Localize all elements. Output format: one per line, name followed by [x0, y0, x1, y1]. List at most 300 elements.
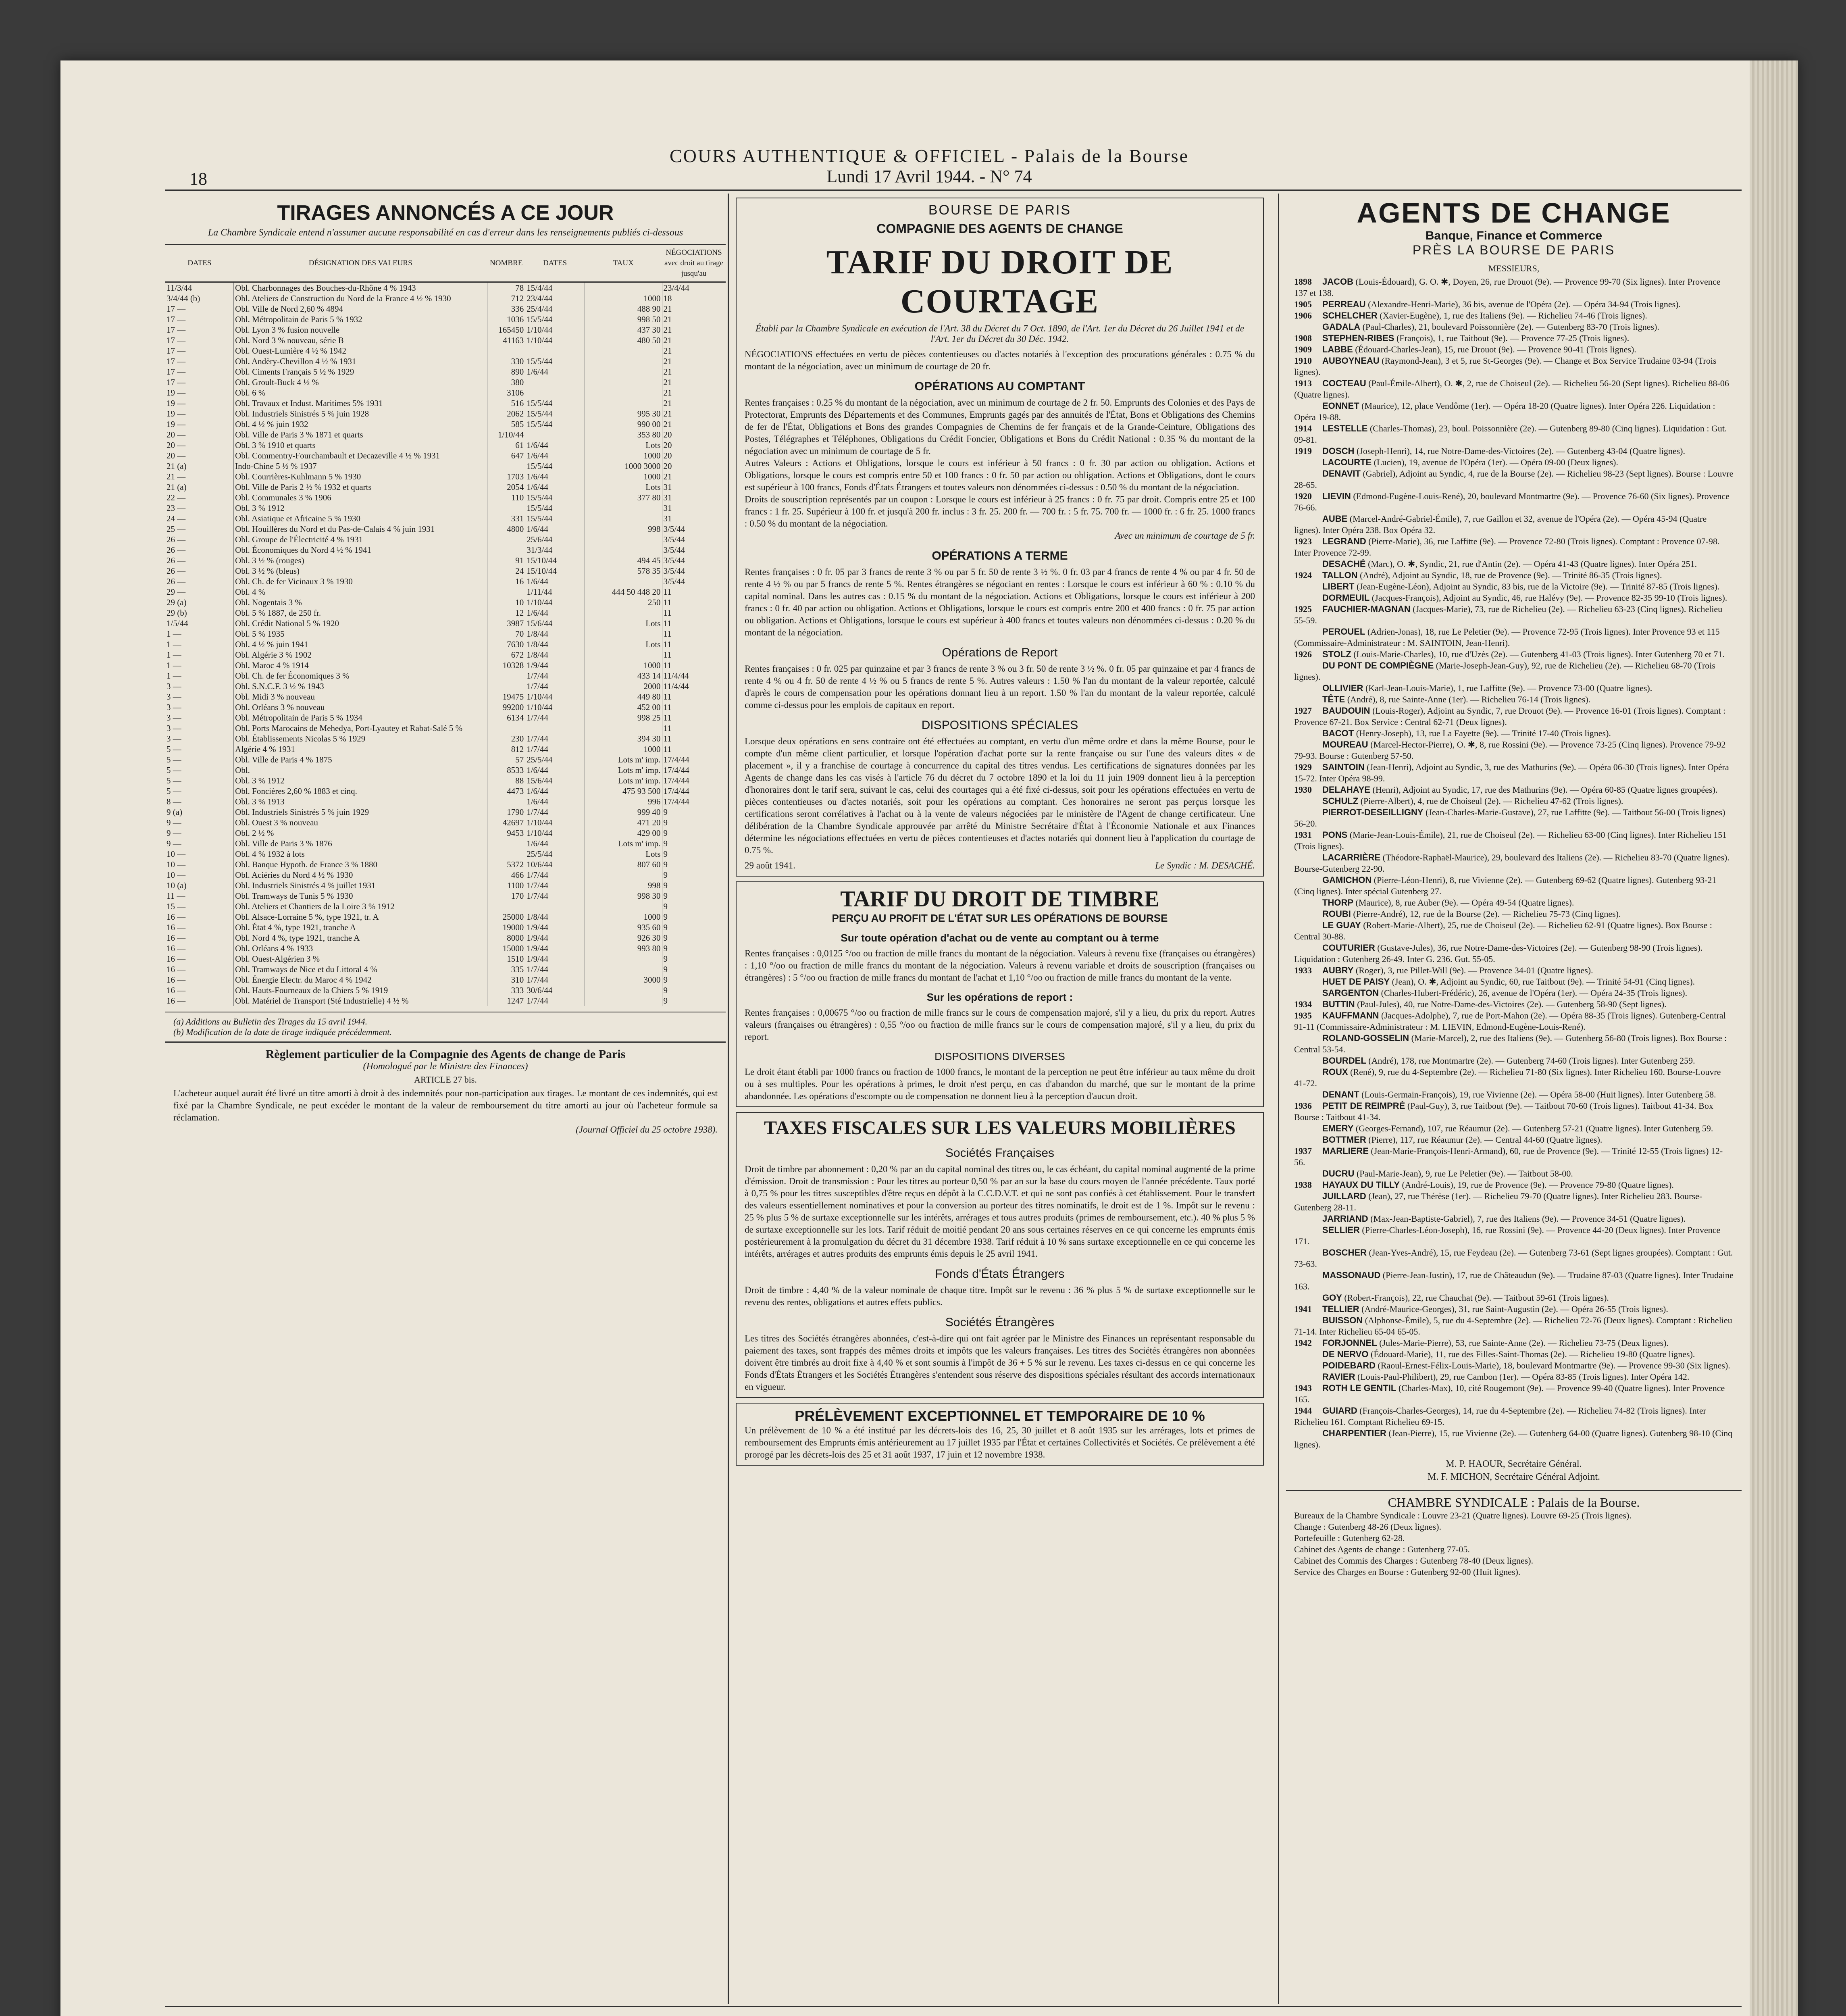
table-cell: Obl.	[234, 765, 487, 775]
diverses-text: Le droit étant établi par 1000 francs ou fraction de 1000 francs, le montant de la perception ne peut être inférieur au taux même du droit ou à ses multiples. Pour les opérations à primes, le droit n'est perçu, en cas d'abandon du marché, que sur le montant de la prime abandonnée. Les opérations d'escompte ou de compensation ne donnent lieu à la perception d'aucun droit.	[745, 1067, 1255, 1101]
compagnie-label: COMPAGNIE DES AGENTS DE CHANGE	[876, 221, 1123, 236]
agent-details: (Xavier-Eugène), 1, rue des Italiens (9e). — Richelieu 74-46 (Trois lignes).	[1380, 310, 1647, 321]
table-cell: Obl. 5 % 1935	[234, 629, 487, 639]
table-cell: 1000	[585, 450, 662, 461]
table-row	[165, 660, 726, 671]
agent-entry	[1294, 1100, 1734, 1123]
table-cell: 996	[585, 796, 662, 807]
table-cell: 29 (b)	[166, 608, 187, 618]
agent-details: (André), 8, rue Sainte-Anne (1er). — Richelieu 76-14 (Trois lignes).	[1347, 694, 1591, 704]
table-cell: 61	[487, 440, 525, 450]
agent-name: BUTTIN	[1322, 999, 1355, 1009]
note-a: (a) Additions au Bulletin des Tirages du 15 avril 1944.	[173, 1016, 368, 1027]
table-cell: 21	[662, 367, 726, 377]
agent-year: 1908	[1294, 333, 1312, 343]
agent-name: LACOURTE	[1322, 457, 1372, 467]
table-row	[165, 996, 726, 1006]
chambre-line: Bureaux de la Chambre Syndicale : Louvre 23-21 (Quatre lignes). Louvre 69-25 (Trois lignes).	[1294, 1510, 1632, 1520]
table-cell: 999 40	[585, 807, 662, 817]
table-cell: Obl. Tramways de Tunis 5 % 1930	[234, 891, 487, 901]
table-cell: Lots	[585, 618, 662, 629]
table-row	[165, 828, 726, 838]
table-cell: 1/6/44	[525, 838, 585, 849]
table-cell: 23 —	[166, 503, 186, 513]
agent-name: LIEVIN	[1322, 491, 1351, 501]
table-cell: 17/4/44	[662, 754, 726, 765]
table-cell	[585, 996, 662, 1006]
agent-name: LEGRAND	[1322, 536, 1366, 546]
agent-entry	[1294, 1055, 1734, 1066]
agent-name: GUIARD	[1322, 1406, 1357, 1416]
agent-entry	[1294, 581, 1734, 592]
table-row	[165, 933, 726, 943]
agent-details: (Louis-Germain-François), 19, rue Vivienne (2e). — Opéra 58-00 (Huit lignes). Inter Gutenberg 58.	[1361, 1089, 1716, 1100]
table-cell: 21	[662, 346, 726, 356]
table-cell: 20 —	[166, 451, 186, 460]
agent-year: 1944	[1294, 1406, 1312, 1416]
table-cell: Obl. Ateliers de Construction du Nord de la France 4 ½ % 1930	[234, 293, 487, 304]
agent-entry	[1294, 446, 1734, 457]
agent-name: MOUREAU	[1322, 739, 1368, 750]
courtage-signature	[745, 860, 1255, 872]
agent-entry	[1294, 1033, 1734, 1055]
chambre-lines	[1286, 1510, 1742, 1578]
table-cell: 29 —	[166, 587, 186, 597]
agent-entry	[1294, 660, 1734, 683]
agent-entry	[1294, 344, 1734, 355]
table-cell: 31	[662, 492, 726, 503]
agent-name: ROUBI	[1322, 909, 1351, 919]
agent-details: (François-Charles-Georges), 14, rue du 4-Septembre (2e). — Richelieu 74-82 (Trois lignes). Inter Richelieu 161. Comptant Richelieu 69-15.	[1294, 1406, 1706, 1427]
table-cell: Obl. Ville de Paris 3 % 1871 et quarts	[234, 429, 487, 440]
agent-details: (Pierre-Marie), 36, rue Laffitte (9e). — Provence 72-80 (Trois lignes). Comptant : Provence 07-98. Inter Provence 72-99.	[1294, 536, 1720, 558]
table-cell: 1/10/44	[525, 597, 585, 608]
table-cell: 516	[487, 398, 525, 408]
table-cell: 1703	[487, 471, 525, 482]
table-cell: 10 —	[166, 860, 186, 869]
courtage-box	[736, 198, 1264, 877]
table-cell: 1/6/44	[525, 796, 585, 807]
table-cell: 26 —	[166, 556, 186, 565]
table-cell: 20	[662, 461, 726, 471]
table-cell: Obl. 3 ½ % (bleus)	[234, 566, 487, 576]
table-cell: 8533	[487, 765, 525, 775]
table-cell	[487, 534, 525, 545]
agents-messieurs: MESSIEURS,	[1488, 263, 1540, 273]
table-cell: 1/6/44	[525, 608, 585, 618]
table-cell	[585, 954, 662, 964]
agent-entry	[1294, 513, 1734, 536]
table-row	[165, 608, 726, 618]
agent-year: 1938	[1294, 1180, 1312, 1190]
agent-name: STEPHEN-RIBES	[1322, 333, 1394, 343]
agent-details: (Paul-Marie-Jean), 9, rue Le Peletier (9e). — Taitbout 58-00.	[1356, 1168, 1573, 1179]
table-cell: 935 60	[585, 922, 662, 933]
agent-entry	[1294, 1383, 1734, 1405]
table-row	[165, 975, 726, 985]
agent-name: DE NERVO	[1322, 1349, 1369, 1359]
agent-year: 1930	[1294, 785, 1312, 795]
agent-details: (Alexandre-Henri-Marie), 36 bis, avenue de l'Opéra (2e). — Opéra 34-94 (Trois lignes).	[1368, 299, 1681, 309]
table-cell: 21	[662, 377, 726, 387]
comptant-autres: Autres Valeurs : Actions et Obligations, lorsque le cours est inférieur à 50 francs : 0 fr. 30 par action ou obligation. Actions et Obligations, lorsque le cours est compris entre 50 et 100 francs : 0 fr. 50 par action ou obligation. Actions et Obligations, dont le cours est supérieur à 100 francs, Fonds d'États Étrangers et toutes valeurs non dénommées ci-dessus : 0.50 % du montant de la négociation.	[745, 458, 1255, 492]
agent-name: LIBERT	[1322, 581, 1355, 591]
agent-details: (Raymond-Jean), 3 et 5, rue St-Georges (9e). — Change et Box Service Trudaine 03-94 (Trois lignes).	[1294, 356, 1717, 377]
table-cell: 9 (a)	[166, 807, 183, 817]
table-cell: 26 —	[166, 577, 186, 586]
table-cell: Obl. Courrières-Kuhlmann 5 % 1930	[234, 471, 487, 482]
reglement-ref: (Journal Officiel du 25 octobre 1938).	[576, 1125, 718, 1135]
table-cell: Obl. Ville de Paris 2 ½ % 1932 et quarts	[234, 482, 487, 492]
table-cell: 578 35	[585, 566, 662, 576]
table-row	[165, 985, 726, 996]
prelevement-text: Un prélèvement de 10 % a été institué par les décrets-lois des 16, 25, 30 juillet et 8 août 1935 sur les arrérages, lots et primes de remboursement des Emprunts émis antérieurement au 17 juillet 1935 par l'État et certaines Collectivités et Sociétés. Ce prélèvement a été prorogé par les décrets-lois des 25 et 31 août 1937, 17 juin et 12 novembre 1938.	[745, 1425, 1255, 1460]
courtage-title: TARIF DU DROIT DE COURTAGE	[826, 244, 1174, 320]
agent-entry	[1294, 1371, 1734, 1383]
agent-year: 1934	[1294, 999, 1312, 1009]
agent-entry	[1294, 999, 1734, 1010]
table-cell: Obl. Ville de Paris 4 % 1875	[234, 754, 487, 765]
courtage-decret: Établi par la Chambre Syndicale en exécution de l'Art. 38 du Décret du 7 Oct. 1890, de l'Art. 1er du Décret du 26 Juillet 1941 et de l'Art. 1er du Décret du 30 Déc. 1942.	[755, 323, 1244, 344]
table-cell: Obl. 4 % 1932 à lots	[234, 849, 487, 859]
table-cell: Obl. 3 % 1912	[234, 503, 487, 513]
table-cell: Obl. Foncières 2,60 % 1883 et cinq.	[234, 786, 487, 796]
table-cell: 25 —	[166, 524, 186, 534]
table-cell: 1 —	[166, 629, 181, 639]
agent-entry	[1294, 423, 1734, 446]
table-cell: 890	[487, 367, 525, 377]
table-cell: 21	[662, 398, 726, 408]
agent-name: DU PONT DE COMPIÈGNE	[1322, 660, 1434, 671]
table-cell: 9	[662, 985, 726, 996]
table-cell: 812	[487, 744, 525, 754]
table-cell: 11	[662, 712, 726, 723]
table-cell: 9	[662, 807, 726, 817]
table-cell: 11	[662, 723, 726, 733]
table-cell: 1/7/44	[525, 996, 585, 1006]
agent-name: DENANT	[1322, 1089, 1359, 1100]
comptant-rentes: Rentes françaises : 0.25 % du montant de la négociation, avec un minimum de courtage de 2 fr. 50. Emprunts des Colonies et des Pays de Protectorat, Emprunts des Départements et des Communes, Emprunts gagés par des annuités de l'État, Bons et Obligations des Chemins de fer de l'État, Obligations et Bons des grandes Compagnies de Chemins de fer français et de la Grande-Ceinture, Obligations des Postes, Télégraphes et Téléphones, Obligations du Crédit Foncier, Obligations et Bons du Crédit National : 0.35 % du montant de la négociation avec un minimum de courtage de 5 fr.	[745, 398, 1255, 456]
table-cell: Algérie 4 % 1931	[234, 744, 487, 754]
agent-entry	[1294, 908, 1734, 920]
agent-details: (Pierre-André), 12, rue de la Bourse (2e). — Richelieu 75-73 (Cinq lignes).	[1353, 909, 1621, 919]
agent-year: 1936	[1294, 1101, 1312, 1111]
table-cell: 9	[662, 817, 726, 828]
agent-name: SCHELCHER	[1322, 310, 1378, 321]
agent-name: SCHULZ	[1322, 796, 1359, 806]
sec-dispositions: DISPOSITIONS SPÉCIALES	[921, 719, 1078, 732]
table-cell	[487, 901, 525, 912]
table-cell: Obl. Alsace-Lorraine 5 %, type 1921, tr. A	[234, 912, 487, 922]
th-remb-dates: DATES	[525, 245, 585, 282]
agent-entry	[1294, 1360, 1734, 1371]
agent-entry	[1294, 694, 1734, 705]
agent-details: (André-Maurice-Georges), 31, rue Saint-Augustin (2e). — Opéra 26-55 (Trois lignes).	[1361, 1304, 1668, 1314]
table-cell: Obl. Ch. de fer Économiques 3 %	[234, 671, 487, 681]
table-cell: 15/5/44	[525, 356, 585, 367]
table-cell: 11/4/44	[662, 671, 726, 681]
table-cell: 15/5/44	[525, 503, 585, 513]
table-cell: 9 —	[166, 818, 181, 827]
table-cell	[585, 576, 662, 587]
table-cell: Obl. Communales 3 % 1906	[234, 492, 487, 503]
table-cell: 11	[662, 691, 726, 702]
table-cell: 21	[662, 408, 726, 419]
table-cell: 15/4/44	[525, 282, 585, 294]
agent-name: LACARRIÈRE	[1322, 852, 1381, 862]
table-cell: 11 —	[166, 891, 185, 901]
table-cell: 3/5/44	[662, 524, 726, 534]
table-cell: 16 —	[166, 912, 186, 922]
agent-details: (Georges-Fernand), 107, rue Réaumur (2e). — Gutenberg 57-21 (Quatre lignes). Inter Gutenberg 59.	[1355, 1123, 1713, 1133]
table-cell: 5 —	[166, 744, 181, 754]
agent-name: MASSONAUD	[1322, 1270, 1381, 1280]
table-cell: 1/10/44	[487, 429, 525, 440]
table-cell: 1/10/44	[525, 817, 585, 828]
sec-terme: OPÉRATIONS A TERME	[932, 549, 1068, 562]
table-row	[165, 461, 726, 471]
agent-details: (Robert-François), 22, rue Chauchat (9e). — Taitbout 59-61 (Trois lignes).	[1344, 1293, 1609, 1303]
table-cell: 26 —	[166, 545, 186, 555]
agent-year: 1906	[1294, 310, 1312, 321]
table-row	[165, 786, 726, 796]
table-cell: 1000	[585, 660, 662, 671]
table-cell: 10328	[487, 660, 525, 671]
reglement-subtitle: (Homologué par le Ministre des Finances)	[363, 1061, 528, 1072]
agent-name: HUET DE PAISY	[1322, 977, 1390, 987]
table-cell: 1/9/44	[525, 933, 585, 943]
table-row	[165, 838, 726, 849]
table-cell: Obl. Lyon 3 % fusion nouvelle	[234, 325, 487, 335]
agent-details: (Marie-Marcel), 2, rue des Italiens (9e). — Gutenberg 56-80 (Trois lignes). Box Bourse : Central 53-54.	[1294, 1033, 1727, 1054]
agent-name: COCTEAU	[1322, 378, 1366, 388]
agent-name: BACOT	[1322, 728, 1354, 738]
table-row	[165, 859, 726, 870]
table-cell: 91	[487, 555, 525, 566]
table-cell: 30/6/44	[525, 985, 585, 996]
table-cell: Obl. État 4 %, type 1921, tranche A	[234, 922, 487, 933]
table-cell: 24 —	[166, 514, 186, 523]
table-cell: 1100	[487, 880, 525, 891]
table-cell: 353 80	[585, 429, 662, 440]
table-cell: Obl. Ouest-Lumière 4 ½ % 1942	[234, 346, 487, 356]
agent-entry	[1294, 1428, 1734, 1450]
table-cell: 16 —	[166, 964, 186, 974]
table-cell	[487, 587, 525, 597]
table-cell: 466	[487, 870, 525, 880]
column-tirages	[165, 194, 726, 2004]
table-cell: 1000	[585, 744, 662, 754]
table-row	[165, 534, 726, 545]
agent-details: (Adrien-Jonas), 18, rue Le Peletier (9e). — Provence 72-95 (Trois lignes). Inter Provence 93 et 115 (Commissaire-Administrateur : M. SAINTOIN, Jean-Henri).	[1294, 627, 1720, 648]
table-cell: Obl. Charbonnages des Bouches-du-Rhône 4 % 1943	[234, 282, 487, 294]
table-cell: 1036	[487, 314, 525, 325]
table-cell: 9	[662, 943, 726, 954]
agent-name: BAUDOUIN	[1322, 706, 1370, 716]
table-cell: 19475	[487, 691, 525, 702]
agent-name: AUBE	[1322, 514, 1348, 524]
agent-entry	[1294, 1191, 1734, 1213]
agent-year: 1933	[1294, 965, 1312, 975]
table-cell	[585, 398, 662, 408]
table-row	[165, 650, 726, 660]
agent-name: LESTELLE	[1322, 423, 1368, 433]
agent-details: (André), Adjoint au Syndic, 18, rue de Provence (9e). — Trinité 86-35 (Trois lignes).	[1360, 570, 1662, 580]
societes-francaises-text: Droit de timbre par abonnement : 0,20 % par an du capital nominal des titres ou, le cas échéant, du capital nominal augmenté de la prime d'émission. Droit de transmission : Pour les titres au porteur 0,50 % par an sur la base du cours moyen de l'année précédente. Taux porté à 0,75 % pour les titres susceptibles d'être reçus en dépôt à la C.C.D.V.T. et qui ne sont pas confiés à cet établissement. Pour le transfert des valeurs essentiellement nominatives et pour la conversion au porteur des titres nominatifs, le droit est de 1 %. Impôt sur le revenu : 25 % plus 5 % de surtaxe exceptionnelle sur les intérêts, arrérages et tous autres produits (primes de remboursement, etc.). 40 % plus 5 % de surtaxe exceptionnelle sur les lots. Tarif réduit de moitié pendant 20 ans sous certaines réserves en ce qui concerne les emprunts émis postérieurement à la promulgation du décret du 31 décembre 1938. Tarif réduit à 10 % sans surtaxe exceptionnelle en ce qui concerne les intérêts, arrérages et autres produits des emprunts émis depuis le 25 avril 1941.	[745, 1164, 1255, 1259]
table-cell: 647	[487, 450, 525, 461]
table-cell: 11	[662, 618, 726, 629]
table-cell	[585, 901, 662, 912]
table-cell: 9	[662, 870, 726, 880]
agent-details: (Théodore-Raphaël-Maurice), 29, boulevard des Italiens (2e). — Richelieu 83-70 (Quatre lignes). Bourse-Gutenberg 22-90.	[1294, 852, 1729, 874]
table-cell: Obl. Asiatique et Africaine 5 % 1930	[234, 513, 487, 524]
table-cell: 10/6/44	[525, 859, 585, 870]
table-cell	[525, 346, 585, 356]
table-cell: 336	[487, 304, 525, 314]
table-cell: 3/5/44	[662, 534, 726, 545]
table-cell: 1/6/44	[525, 367, 585, 377]
agent-year: 1920	[1294, 491, 1312, 501]
table-cell: Obl. Nord 3 % nouveau, série B	[234, 335, 487, 346]
table-cell: 9	[662, 880, 726, 891]
agent-details: (Paul-Jules), 40, rue Notre-Dame-des-Victoires (2e). — Gutenberg 58-90 (Sept lignes).	[1357, 999, 1667, 1009]
table-cell: 26 —	[166, 535, 186, 544]
table-cell: 1/7/44	[525, 681, 585, 691]
page-stack-edge	[1750, 60, 1798, 2016]
table-row	[165, 576, 726, 587]
prelevement-box	[736, 1403, 1264, 1466]
table-cell	[585, 356, 662, 367]
agent-name: COUTURIER	[1322, 943, 1375, 953]
agent-entry	[1294, 1292, 1734, 1304]
table-cell: 23/4/44	[662, 282, 726, 294]
table-cell: 78	[487, 282, 525, 294]
agents-sub1: Banque, Finance et Commerce	[1425, 229, 1603, 242]
agent-details: (René), 9, rue du 4-Septembre (2e). — Richelieu 71-80 (Six lignes). Inter Richelieu 160. Bourse-Louvre 41-72.	[1294, 1067, 1721, 1088]
table-cell: 1/7/44	[525, 975, 585, 985]
table-row	[165, 744, 726, 754]
table-cell: 3 —	[166, 692, 181, 702]
agent-details: (Jean-Henri), Adjoint au Syndic, 3, rue des Mathurins (9e). — Opéra 06-30 (Trois lignes). Inter Opéra 15-72. Inter Opéra 98-99.	[1294, 762, 1729, 783]
agent-entry	[1294, 649, 1734, 660]
chambre-title: CHAMBRE SYNDICALE : Palais de la Bourse.	[1388, 1495, 1640, 1510]
table-row	[165, 513, 726, 524]
table-cell: 31/3/44	[525, 545, 585, 555]
table-cell: 165450	[487, 325, 525, 335]
table-cell: 1/5/44	[166, 619, 188, 628]
table-row	[165, 293, 726, 304]
table-cell: 330	[487, 356, 525, 367]
table-cell: 17/4/44	[662, 775, 726, 786]
table-cell: 1/6/44	[525, 471, 585, 482]
table-cell: 11	[662, 733, 726, 744]
agent-entry	[1294, 310, 1734, 321]
table-cell: 926 30	[585, 933, 662, 943]
table-cell: 20	[662, 450, 726, 461]
agent-entry	[1294, 1066, 1734, 1089]
table-cell: 41163	[487, 335, 525, 346]
agent-entry	[1294, 558, 1734, 570]
table-cell: 380	[487, 377, 525, 387]
table-cell: 452 00	[585, 702, 662, 712]
table-cell: 15/6/44	[525, 775, 585, 786]
table-cell: Obl. Aciéries du Nord 4 ½ % 1930	[234, 870, 487, 880]
table-cell: 16 —	[166, 954, 186, 964]
agent-details: (Karl-Jean-Louis-Marie), 1, rue Laffitte (9e). — Provence 73-00 (Quatre lignes).	[1365, 683, 1652, 693]
table-cell	[585, 282, 662, 294]
agent-details: (Marcel-Hector-Pierre), O. ✱, 8, rue Rossini (9e). — Provence 73-25 (Cinq lignes). Provence 79-92 79-93. Bourse : Gutenberg 57-50.	[1294, 739, 1726, 761]
table-cell: Obl. Nord 4 %, type 1921, tranche A	[234, 933, 487, 943]
table-cell: 11/4/44	[662, 681, 726, 691]
table-cell: Obl. Groupe de l'Électricité 4 % 1931	[234, 534, 487, 545]
table-cell: Obl. Algérie 3 % 1902	[234, 650, 487, 660]
th-designation: DÉSIGNATION DES VALEURS	[234, 245, 487, 282]
agent-name: PETIT DE REIMPRÉ	[1322, 1101, 1405, 1111]
table-cell: 20	[662, 429, 726, 440]
agent-entry	[1294, 1179, 1734, 1191]
th-dates: DATES	[165, 245, 234, 282]
agent-name: EONNET	[1322, 401, 1359, 411]
agent-entry	[1294, 920, 1734, 942]
agent-name: JUILLARD	[1322, 1191, 1366, 1201]
table-row	[165, 639, 726, 650]
agent-entry	[1294, 1123, 1734, 1134]
table-cell: Obl. 5 % 1887, de 250 fr.	[234, 608, 487, 618]
agent-entry	[1294, 875, 1734, 897]
table-cell: 20 —	[166, 440, 186, 450]
agent-year: 1929	[1294, 762, 1312, 772]
agent-entry	[1294, 1145, 1734, 1168]
table-cell: 5 —	[166, 786, 181, 796]
agent-name: BOTTMER	[1322, 1135, 1366, 1145]
table-cell: 1 —	[166, 639, 181, 649]
table-cell: 15/5/44	[525, 461, 585, 471]
table-cell: 23/4/44	[525, 293, 585, 304]
table-cell: 9	[662, 933, 726, 943]
table-cell: 1/9/44	[525, 943, 585, 954]
table-cell: Obl. Travaux et Indust. Maritimes 5% 1931	[234, 398, 487, 408]
table-cell: Obl. Métropolitain de Paris 5 % 1932	[234, 314, 487, 325]
agent-year: 1935	[1294, 1010, 1312, 1020]
agent-entry	[1294, 1213, 1734, 1225]
agent-name: GADALA	[1322, 322, 1361, 332]
agent-entry	[1294, 965, 1734, 976]
agent-details: (Charles-Max), 10, cité Rougemont (9e). — Provence 99-40 (Quatre lignes). Inter Provence 165.	[1294, 1383, 1725, 1404]
table-cell: Obl. S.N.C.F. 3 ½ % 1943	[234, 681, 487, 691]
table-row	[165, 796, 726, 807]
agent-details: (Marcel-André-Gabriel-Émile), 7, rue Gaillon et 32, avenue de l'Opéra (2e). — Opéra 45-94 (Quatre lignes). Inter Opéra 238. Box Opéra 32.	[1294, 514, 1707, 535]
agent-entry	[1294, 592, 1734, 604]
agent-entry	[1294, 299, 1734, 310]
agent-year: 1910	[1294, 356, 1312, 366]
table-cell: 11	[662, 650, 726, 660]
table-row	[165, 618, 726, 629]
table-row	[165, 702, 726, 712]
table-cell: 3/4/44 (b)	[166, 294, 200, 303]
table-row	[165, 765, 726, 775]
table-cell: 17/4/44	[662, 796, 726, 807]
agent-name: DOSCH	[1322, 446, 1355, 456]
table-cell: 1/7/44	[525, 807, 585, 817]
agent-details: (Paul-Charles), 21, boulevard Poissonnière (2e). — Gutenberg 83-70 (Trois lignes).	[1362, 322, 1659, 332]
agent-year: 1924	[1294, 570, 1312, 580]
agent-details: (Pierre-Charles-Léon-Joseph), 16, rue Rossini (9e). — Provence 44-20 (Deux lignes). Inter Provence 171.	[1294, 1225, 1721, 1246]
table-cell: 1/10/44	[525, 335, 585, 346]
agent-name: AUBOYNEAU	[1322, 356, 1380, 366]
table-cell: 1 —	[166, 660, 181, 670]
agent-name: ROTH LE GENTIL	[1322, 1383, 1396, 1393]
agent-entry	[1294, 355, 1734, 378]
